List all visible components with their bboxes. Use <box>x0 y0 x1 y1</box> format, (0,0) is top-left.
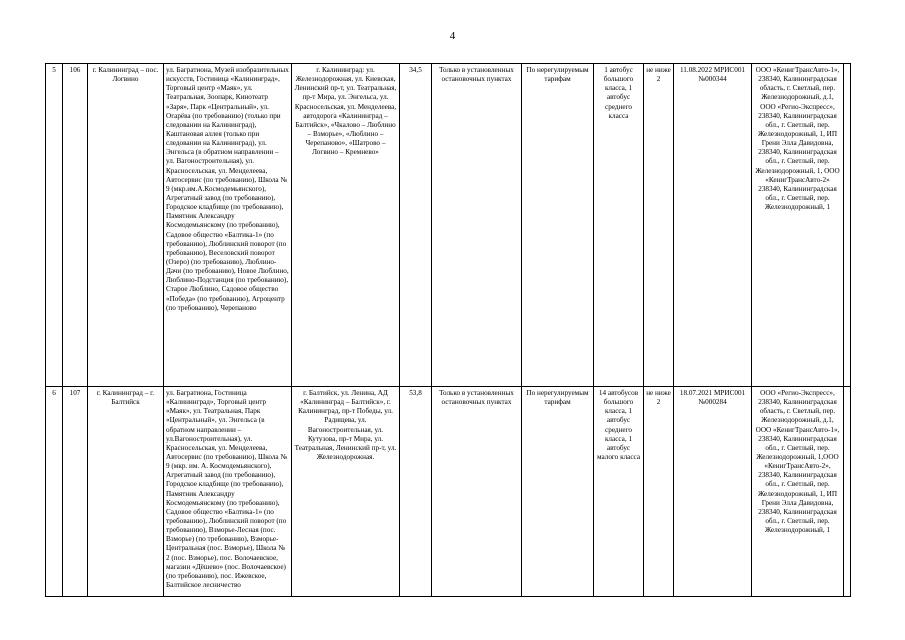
length-cell: 34,5 <box>400 64 432 387</box>
tariff-cell: По нерегулируемым тарифам <box>522 64 594 387</box>
table-row <box>46 64 851 387</box>
vehicles-cell: 1 автобус большого класса, 1 автобус среднего класса <box>594 64 644 387</box>
tariff-cell: По нерегулируемым тарифам <box>522 387 594 597</box>
streets-cell: г. Балтийск, ул. Ленина, АД «Калининград – Балтийск», г. Калининград, пр-т Победы, ул. Радищева, ул. Вагоностроительная, ул. Кутузова, пр-т Мира, ул. Театральная, Ленинский пр-т, ул. Железнодорожная. <box>292 387 400 597</box>
streets-cell: г. Калининград: ул. Железнодорожная, ул. Киевская, Ленинский пр-т, ул. Театральная, пр-т Мира, ул. Энгельса, ул. Красносельская, ул. Менделеева, автодорога «Калининград – Балтийск», «Чкалово – Люблино – Взморье», «Люблино – Черепаново», «Шатрово – Логвино – Кремнево» <box>292 64 400 387</box>
route-name-cell: г. Калининград – пос. Логвино <box>88 64 164 387</box>
stops-cell: ул. Багратиона, Музей изобразительных искусств, Гостиница «Калининград», Торговый центр «Маяк», ул. Театральная, Зоопарк, Кинотеатр «Заря», Парк «Центральный», ул. Огарёва (по требованию) (только при следовании на Калининград), Каштановая аллея (только при следовании на Калининград), ул. Энгельса (в обратном направлении – ул. Вагоностроительная), ул. Красносельская, ул. Менделеева, Автосервис (по требованию), Школа № 9 (мкр.им.А.Космодемьянского), Агрегатный завод (по требованию), Городское кладбище (по требованию), Памятник Александру Космодемьянскому (по требованию), Садовое общество «Балтика-1» (по требованию), Люблинский поворот (по требованию), Веселовский поворот (Озеро) (по требованию), Люблино-Дачи (по требованию), Новое Люблино, Люблино-Подстанция (по требованию), Старое Люблино, Садовое общество «Победа» (по требованию), Агроцентр (по требованию), Черепаново <box>164 64 292 387</box>
registration-number-cell: 107 <box>63 387 88 597</box>
stop-order-cell: Только в установленных остановочных пунктах <box>432 387 522 597</box>
stops-cell: ул. Багратиона, Гостиница «Калининград», Торговый центр «Маяк», ул. Театральная, Парк «Центральный», ул. Энгельса (в обратном направлении – ул.Вагоностроительная), ул. Красносельская, ул. Менделеева, Автосервис (по требованию), Школа № 9 (мкр. им. А. Космодемьянского), Агрегатный завод (по требованию), Городское кладбище (по требованию), Памятник Александру Космодемьянскому (по требованию), Садовое общество «Балтика-1» (по требованию), Люблинский поворот (по требованию), Взморье-Лесная (пос. Взморье) (по требованию), Взморье-Центральная (пос. Взморье), Школа № 2 (пос. Взморье), пос. Волочаевское, магазин «Дёшево» (пос. Волочаевское) (по требованию), пос. Ижевское, Балтийское лесничество <box>164 387 292 597</box>
certificate-cell: 18.07.2021 МРИС001 №000284 <box>674 387 752 597</box>
table-row <box>46 387 851 597</box>
eco-class-cell: не ниже 2 <box>644 387 674 597</box>
route-name-cell: г. Калининград – г. Балтийск <box>88 387 164 597</box>
eco-class-cell: не ниже 2 <box>644 64 674 387</box>
registration-number-cell: 106 <box>63 64 88 387</box>
routes-table <box>45 63 851 597</box>
empty-cell <box>844 64 851 387</box>
certificate-cell: 11.08.2022 МРИС001 №000344 <box>674 64 752 387</box>
row-number-cell: 6 <box>46 387 63 597</box>
stop-order-cell: Только в установленных остановочных пунктах <box>432 64 522 387</box>
page-number: 4 <box>449 30 456 42</box>
carrier-cell: ООО «Регио-Экспресс», 238340, Калининградская область, г. Светлый, пер. Железнодорожный, д.1, ООО «КенигТрансАвто-1», 238340, Калининградская обл., г. Светлый, пер. Железнодорожный, 1,ООО «КенигТрансАвто-2», 238340, Калининградская обл., г. Светлый, пер. Железнодорожный, 1, ИП Грени Элла Давидовна, 238340, Калининградская обл., г. Светлый, пер. Железнодорожный, 1 <box>752 387 844 597</box>
carrier-cell: ООО «КенигТрансАвто-1», 238340, Калининградская область, г. Светлый, пер. Железнодорожный, д.1, ООО «Регио-Экспресс», 238340, Калининградская обл., г. Светлый, пер. Железнодорожный, 1, ИП Грени Элла Давидовна, 238340, Калининградская обл., г. Светлый, пер. Железнодорожный, 1, ООО «КенигТрансАвто-2» 238340, Калининградская обл., г. Светлый, пер. Железнодорожный, 1 <box>752 64 844 387</box>
vehicles-cell: 14 автобусов большого класса, 1 автобус среднего класса, 1 автобус малого класса <box>594 387 644 597</box>
empty-cell <box>844 387 851 597</box>
row-number-cell: 5 <box>46 64 63 387</box>
length-cell: 53,8 <box>400 387 432 597</box>
